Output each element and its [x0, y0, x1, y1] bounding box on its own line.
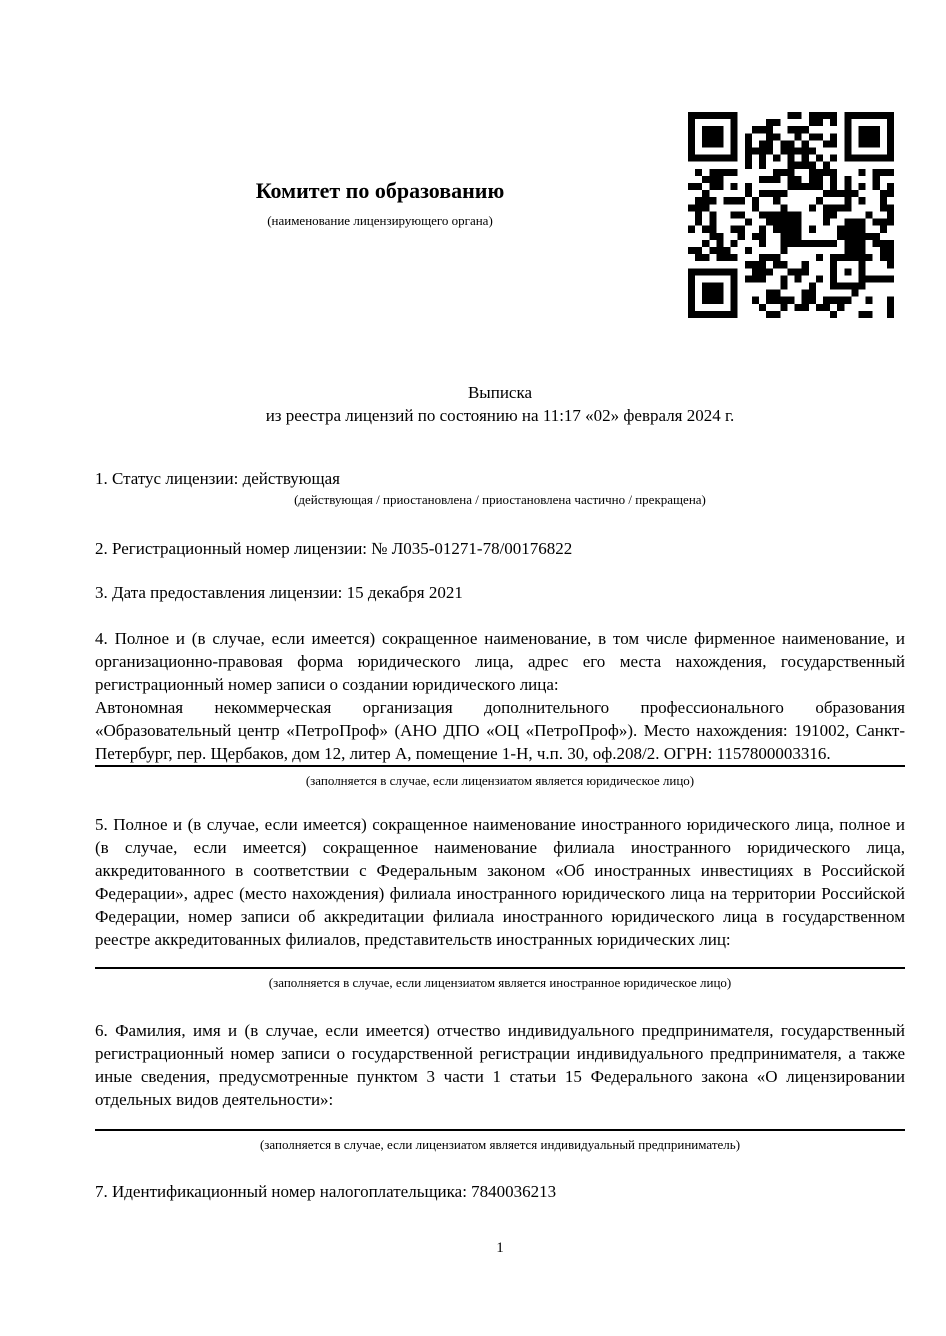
document-title [95, 381, 905, 427]
licensing-authority-caption: (наименование лицензирующего органа) [267, 213, 493, 228]
item-4-legal-entity-heading: 4. Полное и (в случае, если имеется) сокращенное наименование, в том числе фирменное наименование, и организационно-правовая форма юридического лица, адрес его места нахождения, государственный регистрационный номер записи о создании юридического лица: [95, 629, 905, 694]
item-4-legal-entity-value: Автономная некоммерческая организация дополнительного профессионального образования «Образовательный центр «ПетроПроф» (АНО ДПО «ОЦ «ПетроПроф»). Место нахождения: 191002, Санкт-Петербург, пер. Щербаков, дом 12, литер А, помещение 1-Н, ч.п. 30, оф.208/2. ОГРН: 1157800003316. [95, 698, 905, 763]
item-1-license-status: 1. Статус лицензии: действующая [95, 469, 340, 488]
item-4-note: (заполняется в случае, если лицензиатом является юридическое лицо) [305, 773, 695, 788]
document-content [95, 0, 905, 1257]
item-1-note: (действующая / приостановлена / приостановлена частично / прекращена) [294, 492, 706, 507]
item-4-fill-line [95, 765, 905, 767]
item-6-entrepreneur-heading: 6. Фамилия, имя и (в случае, если имеется) отчество индивидуального предпринимателя, государственный регистрационный номер записи о государственной регистрации индивидуального предпринимателя, а также иные сведения, предусмотренные пунктом 3 части 1 статьи 15 Федерального закона «О лицензировании отдельных видов деятельности»: [95, 1021, 905, 1109]
item-6-note: (заполняется в случае, если лицензиатом является индивидуальный предприниматель) [259, 1137, 741, 1152]
item-7-taxpayer-number: 7. Идентификационный номер налогоплательщика: 7840036213 [95, 1182, 557, 1201]
page-number: 1 [496, 1240, 504, 1256]
item-2-registration-number: 2. Регистрационный номер лицензии: № Л035-01271-78/00176822 [95, 539, 573, 558]
document-title-line2: из реестра лицензий по состоянию на 11:17 «02» февраля 2024 г. [265, 406, 735, 425]
licensing-authority-name: Комитет по образованию [255, 178, 505, 203]
item-6-fill-line [95, 1129, 905, 1131]
document-title-line1: Выписка [467, 383, 533, 402]
item-5-note: (заполняется в случае, если лицензиатом является иностранное юридическое лицо) [268, 975, 732, 990]
item-3-license-date: 3. Дата предоставления лицензии: 15 декабря 2021 [95, 583, 463, 602]
item-5-fill-line [95, 967, 905, 969]
item-5-foreign-entity-heading: 5. Полное и (в случае, если имеется) сокращенное наименование иностранного юридического лица, полное и (в случае, если имеется) сокращенное наименование филиала иностранного юридического лица, аккредитованного в соответствии с Федеральным законом «Об иностранных инвестициях в Российской Федерации», адрес (место нахождения) филиала иностранного юридического лица на территории Российской Федерации, номер записи об аккредитации филиала иностранного юридического лица в государственном реестре аккредитованных филиалов, представительств иностранных юридических лиц: [95, 815, 905, 949]
